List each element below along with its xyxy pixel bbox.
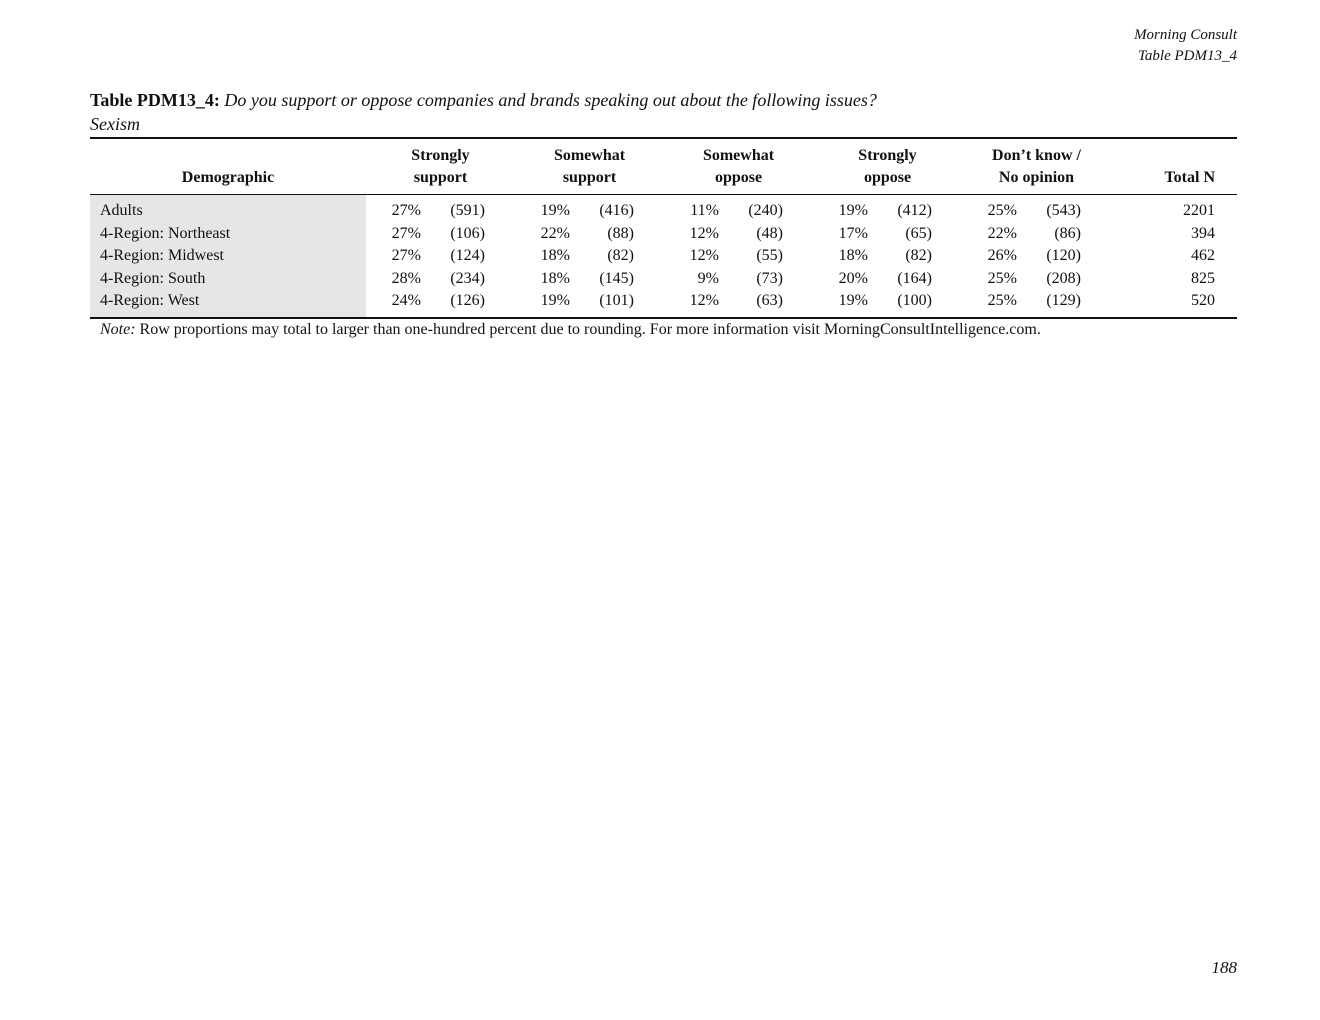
cell-count: (129)	[1017, 290, 1111, 318]
cell-pct: 19%	[540, 202, 570, 219]
cell-pct: 19%	[813, 290, 868, 318]
cell-pct: 25%	[987, 269, 1017, 287]
cell-count: (208)	[1046, 269, 1081, 287]
cell-pct: 27%	[391, 247, 421, 264]
cell-total: 2201	[1183, 202, 1215, 219]
cell-pct: 19%	[515, 290, 570, 318]
header-table-ref: Table PDM13_4	[1137, 48, 1237, 64]
cell-pct: 28%	[391, 269, 421, 287]
cell-total: 462	[1191, 247, 1215, 264]
table-title	[90, 88, 1240, 136]
crosstab-table	[90, 137, 1237, 319]
note-label: Note:	[100, 320, 136, 338]
cell-count: (145)	[599, 269, 634, 287]
cell-total: 394	[1191, 224, 1215, 242]
row-label: 4-Region: South	[90, 268, 366, 291]
cell-pct: 26%	[987, 247, 1017, 264]
col-header-somewhat-support: Somewhat support	[515, 138, 664, 195]
cell-pct: 18%	[540, 247, 570, 264]
cell-pct: 25%	[987, 202, 1017, 219]
cell-count: (416)	[599, 202, 634, 219]
cell-count: (82)	[607, 247, 634, 264]
table-header-row	[90, 138, 1237, 195]
table-title-label: Table PDM13_4:	[90, 90, 220, 110]
cell-count: (106)	[450, 224, 485, 242]
cell-count: (126)	[421, 290, 515, 318]
cell-count: (48)	[756, 224, 783, 242]
row-label: 4-Region: Midwest	[90, 245, 366, 268]
table-row	[90, 195, 1237, 223]
table-row	[90, 290, 1237, 318]
row-label: 4-Region: West	[90, 290, 366, 318]
cell-pct: 12%	[689, 224, 719, 242]
cell-pct: 20%	[838, 269, 868, 287]
crosstab-table-wrapper	[90, 137, 1237, 341]
cell-pct: 12%	[664, 290, 719, 318]
cell-pct: 22%	[540, 224, 570, 242]
cell-count: (86)	[1054, 224, 1081, 242]
cell-count: (240)	[748, 202, 783, 219]
row-label: 4-Region: Northeast	[90, 223, 366, 246]
table-row	[90, 223, 1237, 246]
cell-count: (101)	[570, 290, 664, 318]
cell-pct: 24%	[366, 290, 421, 318]
cell-count: (55)	[756, 247, 783, 264]
cell-pct: 11%	[690, 202, 719, 219]
cell-count: (124)	[450, 247, 485, 264]
table-row	[90, 268, 1237, 291]
cell-pct: 22%	[987, 224, 1017, 242]
cell-count: (543)	[1046, 202, 1081, 219]
cell-pct: 27%	[391, 224, 421, 242]
table-subtitle: Sexism	[90, 114, 140, 134]
cell-pct: 25%	[962, 290, 1017, 318]
page-number: 188	[1211, 958, 1237, 977]
cell-count: (591)	[450, 202, 485, 219]
table-title-question: Do you support or oppose companies and brands speaking out about the following issues?	[224, 90, 877, 110]
cell-count: (63)	[719, 290, 813, 318]
cell-count: (412)	[897, 202, 932, 219]
col-header-strongly-support: Strongly support	[366, 138, 515, 195]
cell-pct: 12%	[689, 247, 719, 264]
page-header	[1134, 25, 1237, 67]
col-header-demographic: Demographic	[90, 138, 366, 195]
header-org: Morning Consult	[1134, 27, 1237, 43]
col-header-strongly-oppose: Strongly oppose	[813, 138, 962, 195]
cell-total: 520	[1111, 290, 1237, 318]
cell-count: (82)	[905, 247, 932, 264]
table-row	[90, 245, 1237, 268]
cell-count: (120)	[1046, 247, 1081, 264]
col-header-total-n: Total N	[1111, 138, 1237, 195]
cell-pct: 18%	[540, 269, 570, 287]
cell-count: (88)	[607, 224, 634, 242]
cell-count: (234)	[450, 269, 485, 287]
cell-pct: 27%	[391, 202, 421, 219]
cell-total: 825	[1191, 269, 1215, 287]
col-header-dont-know: Don’t know / No opinion	[962, 138, 1111, 195]
row-label: Adults	[90, 195, 366, 223]
cell-count: (164)	[897, 269, 932, 287]
cell-count: (100)	[868, 290, 962, 318]
col-header-somewhat-oppose: Somewhat oppose	[664, 138, 813, 195]
note-text: Row proportions may total to larger than one-hundred percent due to rounding. For more information visit MorningConsultIntelligence.com.	[139, 320, 1041, 338]
cell-pct: 9%	[697, 269, 719, 287]
cell-pct: 19%	[838, 202, 868, 219]
table-note	[90, 319, 1237, 341]
cell-count: (65)	[905, 224, 932, 242]
cell-pct: 17%	[838, 224, 868, 242]
cell-count: (73)	[756, 269, 783, 287]
cell-pct: 18%	[838, 247, 868, 264]
